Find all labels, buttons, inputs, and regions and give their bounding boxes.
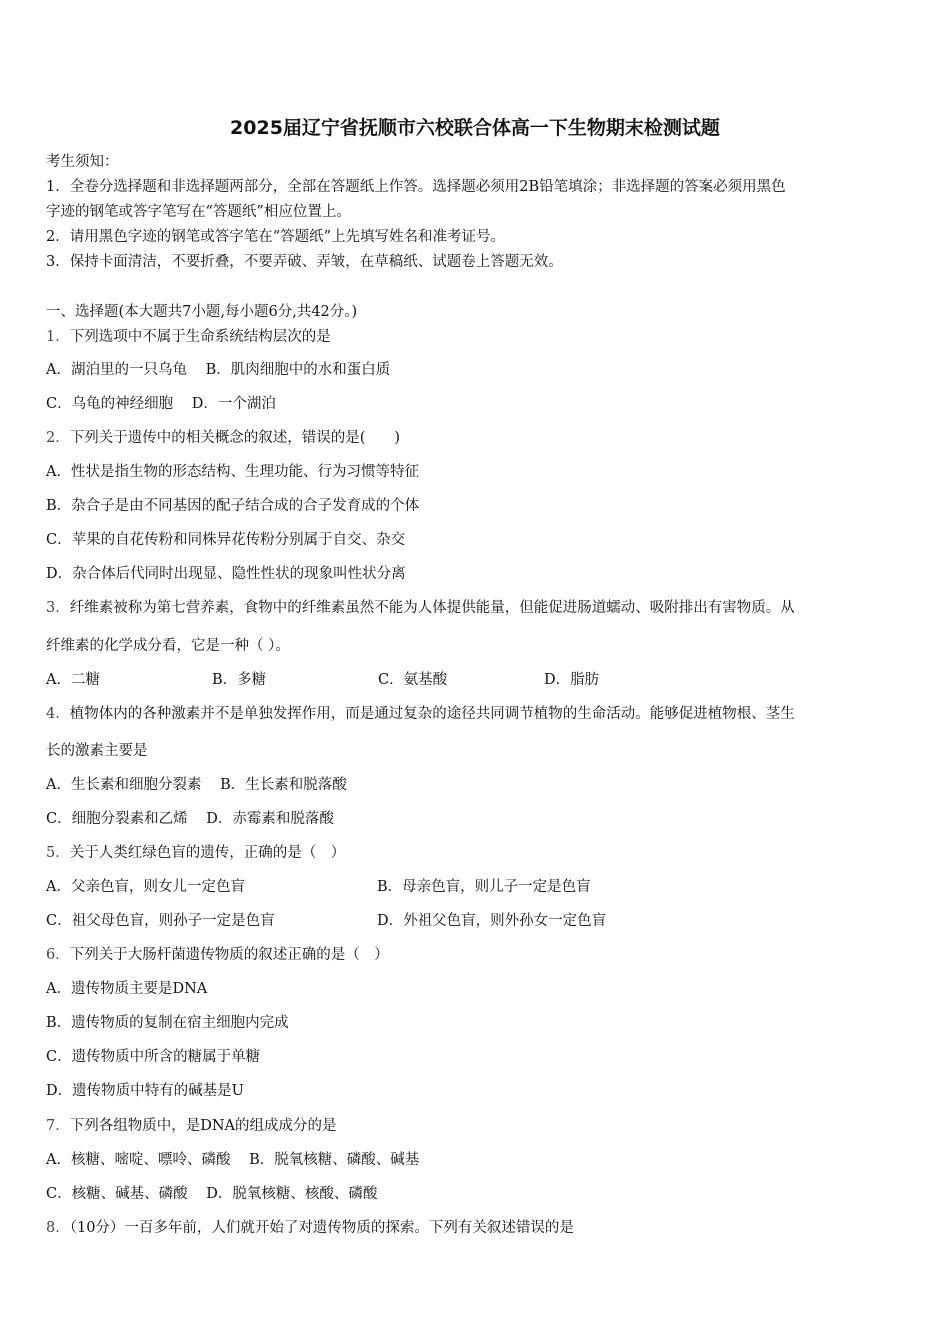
q6-option-b: B．遗传物质的复制在宿主细胞内完成 — [46, 1015, 289, 1031]
question-7-options-row1 — [46, 1150, 419, 1170]
question-1-options-row2 — [46, 394, 276, 414]
question-6 — [46, 945, 389, 965]
question-6-stem: 下列关于大肠杆菌遗传物质的叙述正确的是（ ） — [69, 947, 389, 963]
question-1-options-row1 — [46, 360, 390, 380]
question-2 — [46, 428, 400, 448]
page-title: 2025届辽宁省抚顺市六校联合体高一下生物期末检测试题 — [230, 117, 720, 139]
question-3 — [46, 598, 795, 618]
question-7-number: 7． — [46, 1118, 70, 1134]
question-5 — [46, 843, 345, 863]
q2-option-b: B．杂合子是由不同基因的配子结合成的合子发育成的个体 — [46, 498, 420, 514]
question-2-stem: 下列关于遗传中的相关概念的叙述，错误的是( ) — [69, 430, 401, 446]
q6-option-c: C．遗传物质中所含的糖属于单糖 — [46, 1049, 261, 1065]
question-1-stem: 下列选项中不属于生命系统结构层次的是 — [69, 329, 331, 345]
question-3-stem-line1: 纤维素被称为第七营养素，食物中的纤维素虽然不能为人体提供能量，但能促进肠道蠕动、吸附排出有害物质。从 — [69, 600, 795, 616]
notice-header: 考生须知： — [46, 154, 119, 170]
q5-option-c: C．祖父母色盲，则孙子一定是色盲 — [46, 913, 275, 929]
question-4-stem-line1: 植物体内的各种激素并不是单独发挥作用，而是通过复杂的途径共同调节植物的生命活动。能够促进植物根、茎生 — [69, 706, 795, 722]
q3-option-c: C．氨基酸 — [378, 672, 448, 688]
question-1 — [46, 327, 331, 347]
q3-option-b: B．多糖 — [212, 672, 267, 688]
question-7-options-row2 — [46, 1184, 377, 1204]
question-4-options-row2 — [46, 809, 334, 829]
notice-item-3: 3．保持卡面清洁，不要折叠，不要弄破、弄皱，在草稿纸、试题卷上答题无效。 — [46, 254, 563, 270]
q5-option-b: B．母亲色盲，则儿子一定是色盲 — [377, 879, 591, 895]
question-8-stem: （10分）一百多年前，人们就开始了对遗传物质的探索。下列有关叙述错误的是 — [69, 1220, 574, 1236]
question-4-number: 4． — [46, 706, 70, 722]
q4-option-a: A．生长素和细胞分裂素 — [46, 777, 202, 793]
q3-option-d: D．脂肪 — [544, 672, 600, 688]
question-8-number: 8． — [46, 1220, 70, 1236]
question-5-stem: 关于人类红绿色盲的遗传，正确的是（ ） — [69, 845, 346, 861]
q6-option-d: D．遗传物质中特有的碱基是U — [46, 1083, 244, 1099]
q2-option-d: D．杂合体后代同时出现显、隐性性状的现象叫性状分离 — [46, 566, 406, 582]
q3-option-a: A．二糖 — [46, 672, 100, 688]
q7-option-b: B．脱氧核糖、磷酸、碱基 — [249, 1152, 420, 1168]
question-7-stem: 下列各组物质中，是DNA的组成成分的是 — [69, 1118, 337, 1134]
question-1-number: 1． — [46, 329, 70, 345]
q5-option-d: D．外祖父色盲，则外孙女一定色盲 — [377, 913, 607, 929]
q6-option-a: A．遗传物质主要是DNA — [46, 981, 208, 997]
question-3-stem-line2: 纤维素的化学成分看，它是一种（ ）。 — [46, 638, 290, 654]
q7-option-c: C．核糖、碱基、磷酸 — [46, 1186, 188, 1202]
question-3-number: 3． — [46, 600, 70, 616]
question-2-number: 2． — [46, 430, 70, 446]
notice-item-1-cont: 字迹的钢笔或答字笔写在“答题纸”相应位置上。 — [46, 204, 351, 220]
q1-option-b: B．肌肉细胞中的水和蛋白质 — [205, 362, 391, 378]
q4-option-d: D．赤霉素和脱落酸 — [206, 811, 334, 827]
question-7 — [46, 1116, 337, 1136]
question-5-options-row1 — [46, 877, 591, 897]
question-8 — [46, 1218, 574, 1238]
question-6-number: 6． — [46, 947, 70, 963]
q7-option-d: D．脱氧核糖、核酸、磷酸 — [206, 1186, 378, 1202]
q1-option-d: D．一个湖泊 — [191, 396, 276, 412]
q5-option-a: A．父亲色盲，则女儿一定色盲 — [46, 879, 245, 895]
question-4-stem-line2: 长的激素主要是 — [46, 743, 148, 759]
notice-item-1: 1．全卷分选择题和非选择题两部分，全部在答题纸上作答。选择题必须用2B铅笔填涂；非选择题的答案必须用黑色 — [46, 179, 786, 195]
notice-item-2: 2．请用黑色字迹的钢笔或答字笔在“答题纸”上先填写姓名和准考证号。 — [46, 229, 506, 245]
question-5-options-row2 — [46, 911, 606, 931]
section-heading: 一、选择题(本大题共7小题,每小题6分,共42分。) — [46, 304, 358, 320]
q2-option-c: C．苹果的自花传粉和同株异花传粉分别属于自交、杂交 — [46, 532, 406, 548]
q1-option-c: C．乌龟的神经细胞 — [46, 396, 174, 412]
q2-option-a: A．性状是指生物的形态结构、生理功能、行为习惯等特征 — [46, 464, 419, 480]
question-4-options-row1 — [46, 775, 347, 795]
q4-option-b: B．生长素和脱落酸 — [220, 777, 347, 793]
question-3-options — [46, 670, 599, 690]
q4-option-c: C．细胞分裂素和乙烯 — [46, 811, 188, 827]
q7-option-a: A．核糖、嘧啶、嘌呤、磷酸 — [46, 1152, 231, 1168]
question-5-number: 5． — [46, 845, 70, 861]
q1-option-a: A．湖泊里的一只乌龟 — [46, 362, 187, 378]
question-4 — [46, 704, 795, 724]
